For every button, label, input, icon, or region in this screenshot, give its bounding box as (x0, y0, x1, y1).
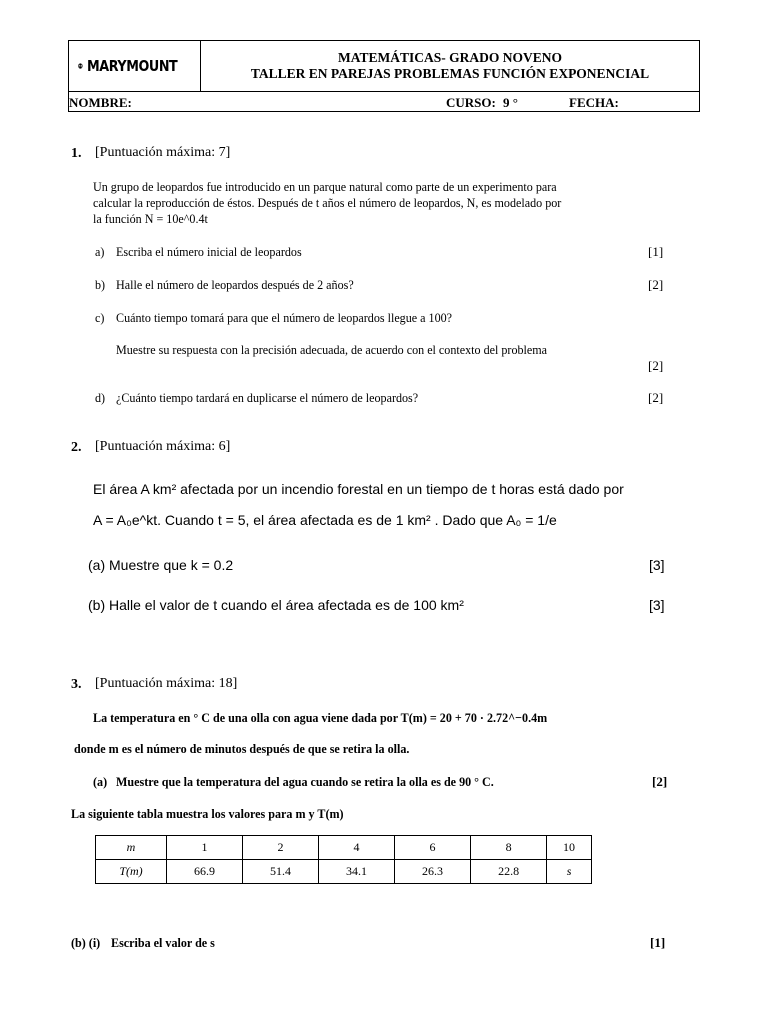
q1-b-mark: [2] (648, 277, 664, 292)
table-cell: 2 (243, 836, 319, 860)
q3-b-label: (b) (i) (71, 935, 101, 950)
logo-text: MARYMOUNT (86, 57, 178, 75)
q3-b-mark: [1] (650, 935, 666, 950)
table-row (96, 860, 592, 884)
nombre-label: NOMBRE: (69, 95, 132, 110)
q1-c-text: Cuánto tiempo tomará para que el número de leopardos llegue a 100? (116, 310, 453, 325)
q2-b-text: (b) Halle el valor de t cuando el área afectada es de 100 km² (88, 597, 464, 613)
q2-a-mark: [3] (649, 557, 665, 573)
q3-a-label: (a) (93, 774, 108, 789)
q1-number: 1. (71, 146, 82, 161)
table-cell: 6 (395, 836, 471, 860)
q2-intro-line-1: El área A km² afectada por un incendio forestal en un tiempo de t horas está dado por (93, 481, 624, 497)
table-cell: 10 (547, 836, 592, 860)
q1-a-text: Escriba el número inicial de leopardos (116, 244, 302, 259)
q3-a-text: Muestre que la temperatura del agua cuando se retira la olla es de 90 ° C. (116, 774, 494, 789)
q1-d-letter: d) (95, 390, 106, 405)
table-cell: 51.4 (243, 860, 319, 884)
q1-intro-line-1: Un grupo de leopardos fue introducido en un parque natural como parte de un experimento para (93, 179, 557, 194)
q1-intro-line-2: calcular la reproducción de éstos. Después de t años el número de leopardos, N, es modelado por (93, 195, 562, 210)
curso-label: CURSO: (446, 95, 496, 110)
q3-score: [Puntuación máxima: 18] (95, 676, 238, 691)
q1-a-letter: a) (95, 244, 105, 259)
q1-c-mark: [2] (648, 358, 664, 373)
school-logo (78, 47, 193, 85)
q2-b-mark: [3] (649, 597, 665, 613)
q1-c-letter: c) (95, 310, 105, 325)
marymount-logo-icon (78, 48, 83, 84)
q1-d-mark: [2] (648, 390, 664, 405)
document-title (200, 50, 700, 82)
title-line-1: MATEMÁTICAS- GRADO NOVENO (337, 50, 562, 65)
q2-intro-line-2: A = A₀e^kt. Cuando t = 5, el área afectada es de 1 km² . Dado que A₀ = 1/e (93, 512, 557, 528)
q3-a-mark: [2] (652, 774, 668, 789)
q1-intro-line-3: la función N = 10e^0.4t (93, 211, 208, 226)
table-cell: s (547, 860, 592, 884)
q1-b-letter: b) (95, 277, 106, 292)
table-row (96, 836, 592, 860)
table-cell: T(m) (96, 860, 167, 884)
table-cell: 22.8 (471, 860, 547, 884)
table-cell: 34.1 (319, 860, 395, 884)
q1-a-mark: [1] (648, 244, 664, 259)
q1-c-text-2: Muestre su respuesta con la precisión adecuada, de acuerdo con el contexto del problema (116, 342, 548, 357)
q3-b-text: Escriba el valor de s (111, 935, 215, 950)
values-table (95, 835, 592, 884)
table-cell: 4 (319, 836, 395, 860)
table-cell: 8 (471, 836, 547, 860)
q2-a-text: (a) Muestre que k = 0.2 (88, 557, 234, 573)
q1-score: [Puntuación máxima: 7] (95, 145, 231, 160)
title-line-2: TALLER EN PAREJAS PROBLEMAS FUNCIÓN EXPONENCIAL (250, 66, 650, 81)
q2-score: [Puntuación máxima: 6] (95, 439, 231, 454)
table-caption: La siguiente tabla muestra los valores para m y T(m) (71, 806, 344, 821)
curso-value: 9 ° (503, 95, 518, 110)
table-cell: 1 (167, 836, 243, 860)
table-cell: 66.9 (167, 860, 243, 884)
q3-intro-line-1: La temperatura en ° C de una olla con agua viene dada por T(m) = 20 + 70 · 2.72^−0.4m (93, 710, 548, 725)
q1-d-text: ¿Cuánto tiempo tardará en duplicarse el número de leopardos? (116, 390, 419, 405)
q1-b-text: Halle el número de leopardos después de 2 años? (116, 277, 354, 292)
q3-intro-line-2: donde m es el número de minutos después de que se retira la olla. (74, 741, 410, 756)
table-cell: m (96, 836, 167, 860)
table-cell: 26.3 (395, 860, 471, 884)
fecha-label: FECHA: (569, 95, 619, 110)
q2-number: 2. (71, 440, 82, 455)
q3-number: 3. (71, 677, 82, 692)
